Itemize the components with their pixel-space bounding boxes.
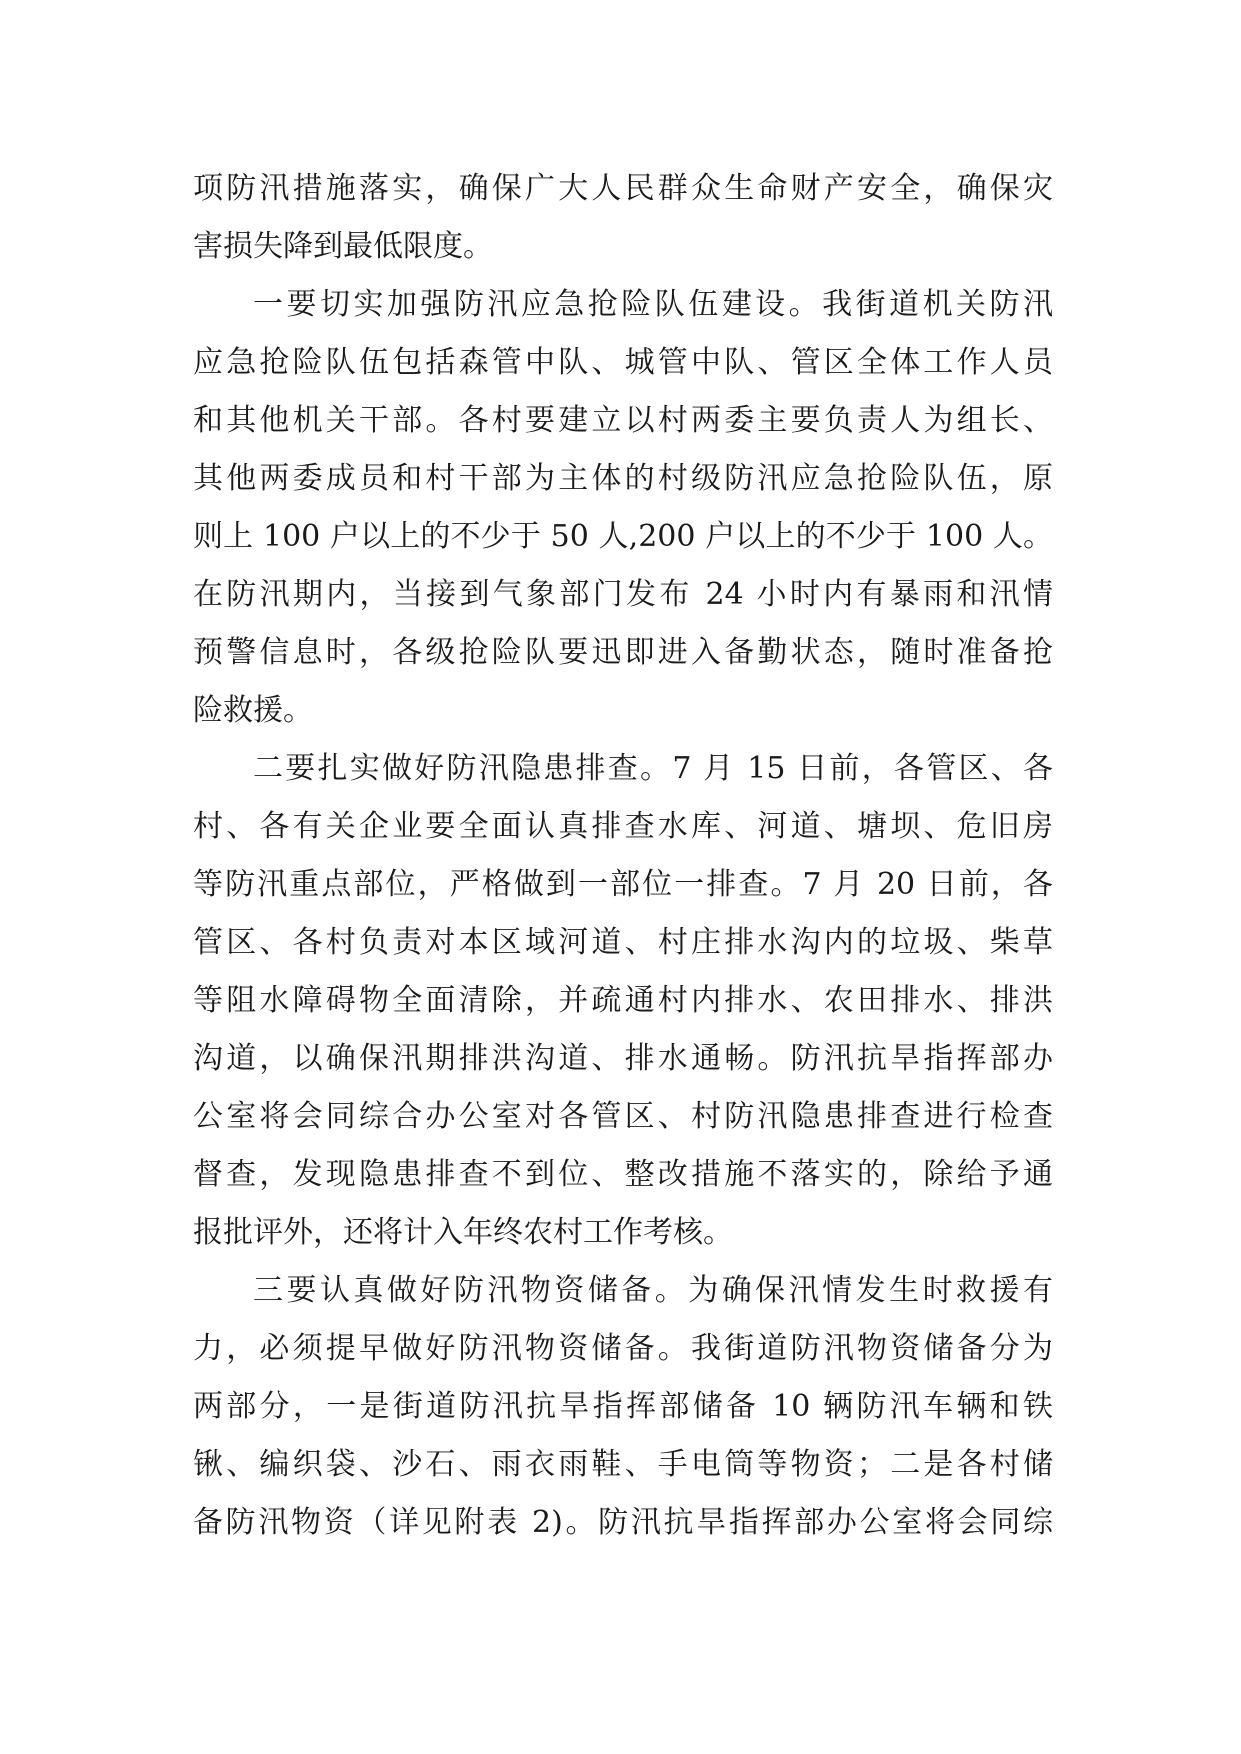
text-line: 则上 100 户以上的不少于 50 人,200 户以上的不少于 100 人。 xyxy=(193,519,1053,554)
text-line: 项防汛措施落实，确保广大人民群众生命财产安全，确保灾 xyxy=(193,171,1053,206)
document-body xyxy=(193,160,1053,1552)
text-line: 报批评外，还将计入年终农村工作考核。 xyxy=(193,1215,733,1250)
paragraph-first-line: 一要切实加强防汛应急抢险队伍建设。我街道机关防汛 xyxy=(253,287,1053,322)
text-line: 预警信息时，各级抢险队要迅即进入备勤状态，随时准备抢 xyxy=(193,635,1053,670)
text-line: 其他两委成员和村干部为主体的村级防汛应急抢险队伍，原 xyxy=(193,461,1053,496)
text-line: 险救援。 xyxy=(193,693,313,728)
text-line: 村、各有关企业要全面认真排查水库、河道、塘坝、危旧房 xyxy=(193,809,1053,844)
text-line: 等防汛重点部位，严格做到一部位一排查。7 月 20 日前，各 xyxy=(193,867,1053,902)
text-line: 公室将会同综合办公室对各管区、村防汛隐患排查进行检查 xyxy=(193,1099,1053,1134)
text-line: 备防汛物资（详见附表 2)。防汛抗旱指挥部办公室将会同综 xyxy=(193,1505,1053,1540)
paragraph-first-line: 二要扎实做好防汛隐患排查。7 月 15 日前，各管区、各 xyxy=(253,751,1053,786)
text-line: 管区、各村负责对本区域河道、村庄排水沟内的垃圾、柴草 xyxy=(193,925,1053,960)
text-line: 在防汛期内，当接到气象部门发布 24 小时内有暴雨和汛情 xyxy=(193,577,1053,612)
text-line: 和其他机关干部。各村要建立以村两委主要负责人为组长、 xyxy=(193,403,1053,438)
text-line: 等阻水障碍物全面清除，并疏通村内排水、农田排水、排洪 xyxy=(193,983,1053,1018)
text-line: 锹、编织袋、沙石、雨衣雨鞋、手电筒等物资；二是各村储 xyxy=(193,1447,1053,1482)
text-line: 两部分，一是街道防汛抗旱指挥部储备 10 辆防汛车辆和铁 xyxy=(193,1389,1053,1424)
text-line: 力，必须提早做好防汛物资储备。我街道防汛物资储备分为 xyxy=(193,1331,1053,1366)
text-line: 害损失降到最低限度。 xyxy=(193,229,493,264)
text-line: 应急抢险队伍包括森管中队、城管中队、管区全体工作人员 xyxy=(193,345,1053,380)
text-line: 沟道，以确保汛期排洪沟道、排水通畅。防汛抗旱指挥部办 xyxy=(193,1041,1053,1076)
text-line: 督查，发现隐患排查不到位、整改措施不落实的，除给予通 xyxy=(193,1157,1053,1192)
paragraph-first-line: 三要认真做好防汛物资储备。为确保汛情发生时救援有 xyxy=(253,1273,1053,1308)
